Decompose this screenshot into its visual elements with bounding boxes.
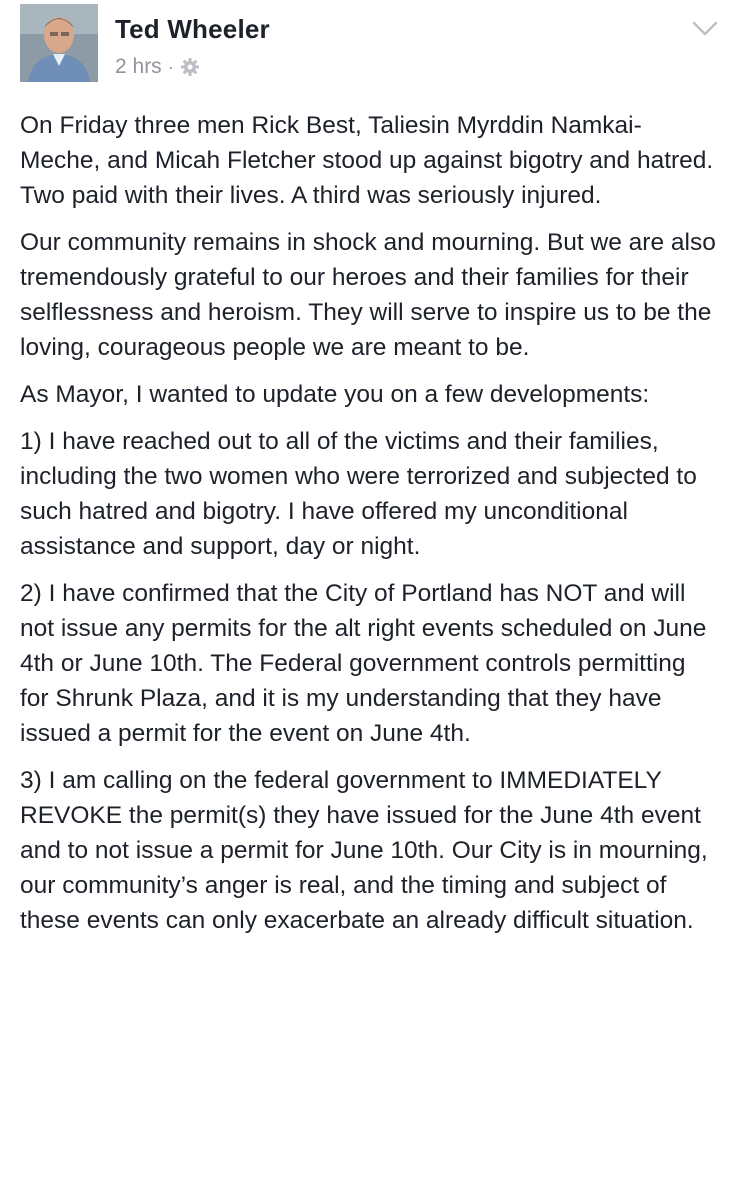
author-name[interactable]: Ted Wheeler [115, 14, 270, 44]
post-paragraph: 1) I have reached out to all of the victims and their families, including the two women who were terrorized and subjected to such hatred and bigotry. I have offered my unconditional assistance and support, day or night. [20, 428, 697, 560]
post-timestamp[interactable]: 2 hrs [115, 55, 162, 78]
post-paragraph: 2) I have confirmed that the City of Portland has NOT and will not issue any permits for the alt right events scheduled on June 4th or June 10th. The Federal government controls permitting for Shrunk Plaza, and it is my understanding that they have issued a permit for the event on June 4th. [20, 580, 707, 747]
post-paragraph: On Friday three men Rick Best, Taliesin Myrddin Namkai-Meche, and Micah Fletcher stood up against bigotry and hatred. Two paid with their lives. A third was seriously injured. [20, 112, 714, 209]
author-avatar[interactable] [20, 4, 98, 82]
post-paragraph: 3) I am calling on the federal government to IMMEDIATELY REVOKE the permit(s) they have issued for the June 4th event and to not issue a permit for June 10th. Our City is in mourning, our community’s anger is real, and the timing and subject of these events can only exacerbate an already difficult situation. [20, 767, 708, 934]
post-paragraph: Our community remains in shock and mourning. But we are also tremendously grateful to our heroes and their families for their selflessness and heroism. They will serve to inspire us to be the loving, courageous people we are meant to be. [20, 229, 716, 361]
gear-icon [180, 57, 200, 77]
post-header [0, 0, 736, 100]
post-body [20, 108, 720, 950]
post-paragraph: As Mayor, I wanted to update you on a few developments: [20, 381, 650, 408]
chevron-down-icon[interactable] [692, 20, 718, 38]
avatar-photo [20, 4, 98, 82]
meta-separator: · [167, 56, 174, 77]
post-meta [115, 55, 200, 79]
